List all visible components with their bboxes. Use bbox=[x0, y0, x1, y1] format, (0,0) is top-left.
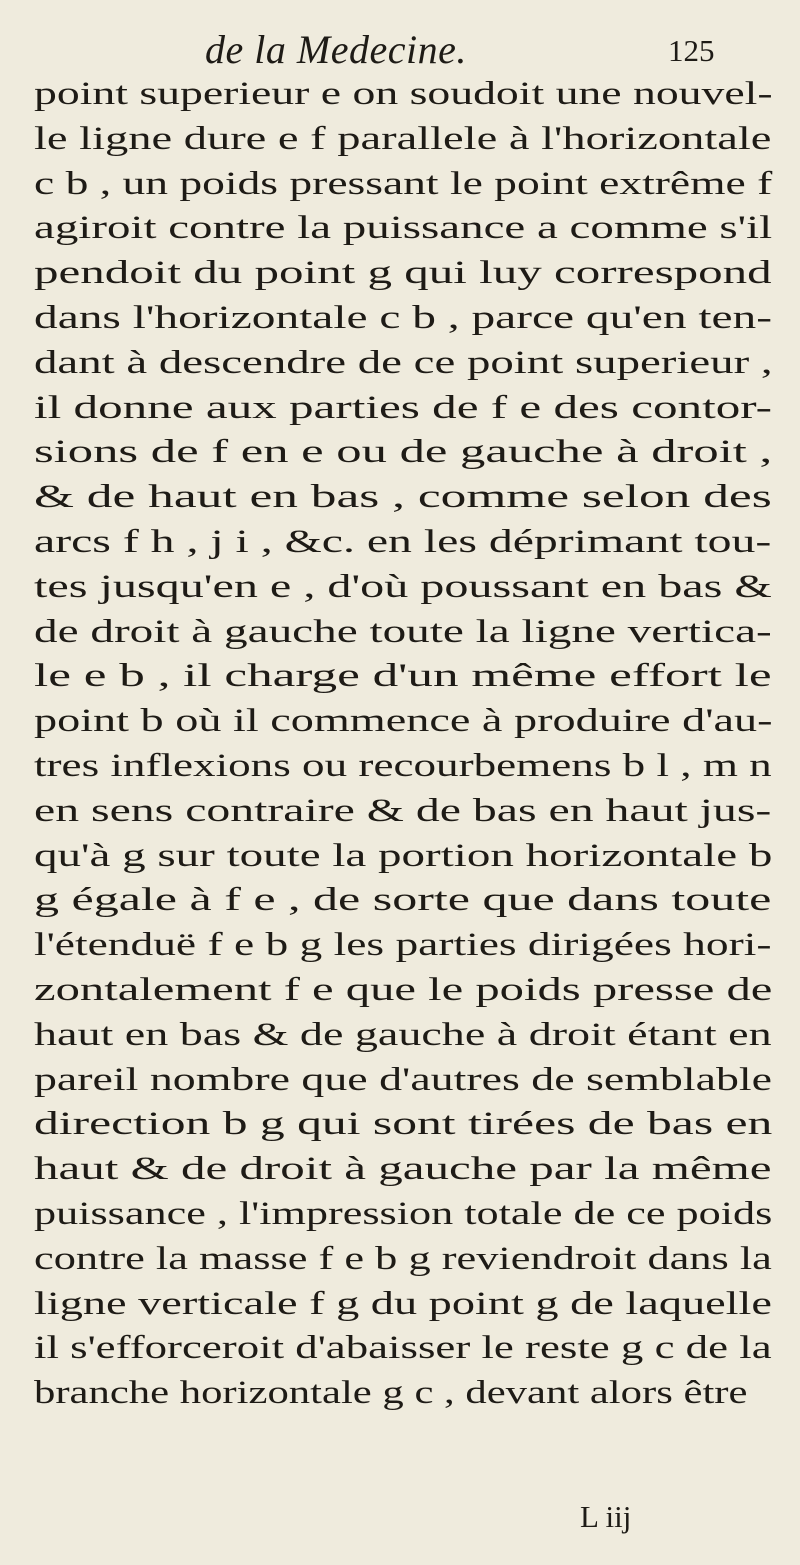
text-line: haut en bas & de gauche à droit étant en bbox=[34, 1016, 772, 1053]
text-line: il s'efforceroit d'abaisser le reste g c de la bbox=[34, 1330, 772, 1367]
text-line: contre la masse f e b g reviendroit dans la bbox=[34, 1240, 772, 1277]
text-line: pareil nombre que d'autres de semblable bbox=[34, 1061, 772, 1098]
text-line: tes jusqu'en e , d'où poussant en bas & bbox=[34, 568, 772, 605]
text-line: haut & de droit à gauche par la même bbox=[34, 1151, 772, 1188]
text-line: il donne aux parties de f e des contor- bbox=[34, 389, 772, 426]
text-line: point b où il commence à produire d'au- bbox=[34, 703, 773, 740]
text-line: ligne verticale f g du point g de laquelle bbox=[34, 1285, 772, 1322]
text-line: g égale à f e , de sorte que dans toute bbox=[34, 882, 772, 919]
text-line: en sens contraire & de bas en haut jus- bbox=[34, 792, 772, 829]
text-line: agiroit contre la puissance a comme s'il bbox=[34, 210, 773, 247]
running-head: de la Medecine. bbox=[205, 27, 467, 72]
text-line: & de haut en bas , comme selon des bbox=[34, 479, 772, 516]
page-number: 125 bbox=[668, 33, 715, 68]
text-line: dant à descendre de ce point superieur , bbox=[34, 344, 773, 381]
text-line: zontalement f e que le poids presse de bbox=[34, 972, 773, 1008]
text-line: dans l'horizontale c b , parce qu'en ten- bbox=[34, 300, 773, 336]
text-line: c b , un poids pressant le point extrême f bbox=[34, 165, 773, 202]
text-line: sions de f en e ou de gauche à droit , bbox=[34, 434, 773, 471]
text-line: de droit à gauche toute la ligne vertica- bbox=[34, 613, 772, 650]
text-line: qu'à g sur toute la portion horizontale b bbox=[34, 837, 773, 874]
text-line: puissance , l'impression totale de ce poids bbox=[34, 1196, 773, 1232]
text-line: direction b g qui sont tirées de bas en bbox=[34, 1106, 773, 1143]
text-line: point superieur e on soudoit une nouvel- bbox=[34, 76, 773, 112]
text-line: pendoit du point g qui luy correspond bbox=[34, 255, 772, 292]
signature-mark: L iij bbox=[580, 1499, 632, 1534]
text-line: branche horizontale g c , devant alors être bbox=[34, 1375, 748, 1412]
text-line: l'étenduë f e b g les parties dirigées hori- bbox=[34, 927, 772, 964]
text-line: le e b , il charge d'un même effort le bbox=[34, 658, 772, 695]
text-line: le ligne dure e f parallele à l'horizontale bbox=[34, 120, 772, 157]
text-line: tres inflexions ou recourbemens b l , m n bbox=[34, 748, 772, 784]
text-line: arcs f h , j i , &c. en les déprimant tou- bbox=[34, 524, 772, 560]
